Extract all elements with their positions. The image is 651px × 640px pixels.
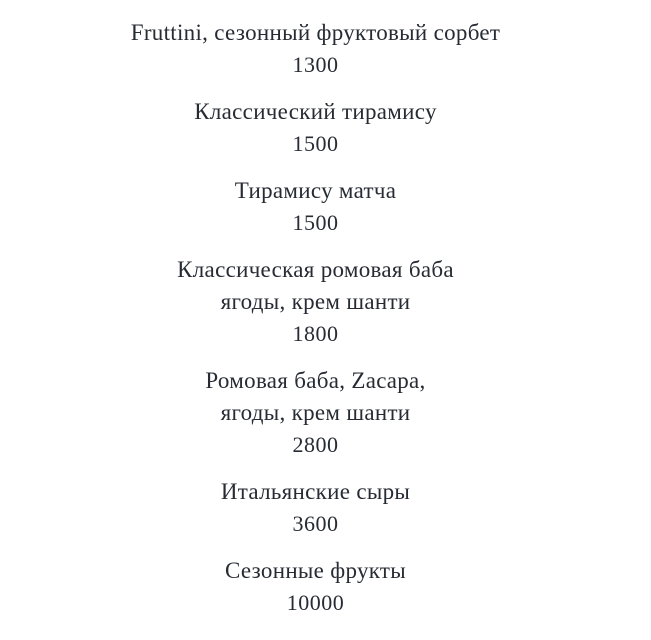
menu-item xyxy=(0,476,631,540)
item-price: 2800 xyxy=(292,432,339,457)
item-name-line: Итальянские сыры xyxy=(220,479,411,504)
item-price: 10000 xyxy=(286,590,345,615)
menu-item xyxy=(0,17,631,81)
item-price: 1500 xyxy=(292,210,339,235)
item-price: 3600 xyxy=(292,511,339,536)
item-name-line: Классический тирамису xyxy=(194,99,437,124)
item-name-line: Классическая ромовая баба xyxy=(177,257,454,282)
item-name-line: Сезонные фрукты xyxy=(224,558,407,583)
item-price: 1500 xyxy=(292,131,339,156)
item-price: 1800 xyxy=(292,321,339,346)
item-name-line: ягоды, крем шанти xyxy=(220,289,411,314)
item-name-line: ягоды, крем шанти xyxy=(220,400,411,425)
item-price: 1300 xyxy=(292,52,339,77)
menu-item xyxy=(0,96,631,160)
item-name-line: Fruttini, сезонный фруктовый сорбет xyxy=(130,20,501,45)
item-name-line: Ромовая баба, Zacapa, xyxy=(205,368,426,393)
menu-item xyxy=(0,175,631,239)
menu-item xyxy=(0,254,631,350)
menu-item xyxy=(0,365,631,461)
menu-item xyxy=(0,555,631,619)
item-name-line: Тирамису матча xyxy=(234,178,397,203)
